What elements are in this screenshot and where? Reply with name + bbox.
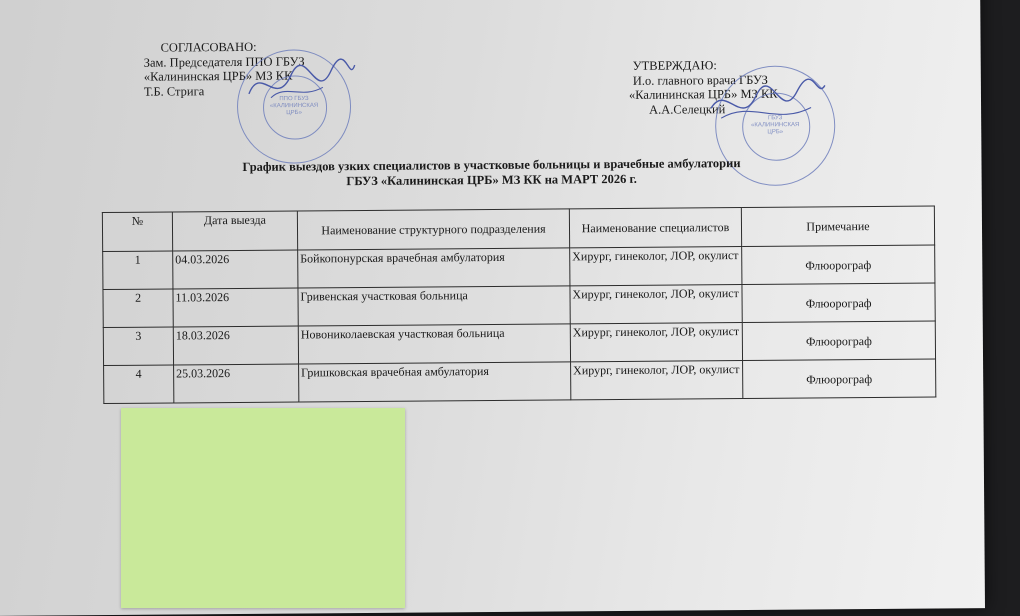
table-row	[103, 283, 935, 328]
sticky-note	[121, 408, 405, 608]
row-note: Флюорограф	[743, 359, 936, 399]
right-stamp: ГБУЗ «КАЛИНИНСКАЯ ЦРБ»	[715, 65, 836, 186]
approval-left-organization: «Калининская ЦРБ» МЗ КК	[143, 68, 293, 84]
row-unit: Гришковская врачебная амбулатория	[299, 362, 571, 402]
approval-right-position: И.о. главного врача ГБУЗ	[632, 72, 768, 88]
row-specialists: Хирург, гинеколог, ЛОР, окулист	[570, 285, 742, 324]
left-stamp: ППО ГБУЗ «КАЛИНИНСКАЯ ЦРБ»	[237, 49, 352, 164]
table-row	[103, 245, 935, 290]
row-date: 18.03.2026	[173, 326, 298, 365]
approval-left-position: Зам. Председателя ППО ГБУЗ	[143, 53, 305, 70]
document-title-line2: ГБУЗ «Калининская ЦРБ» МЗ КК на МАРТ 2026 г.	[346, 171, 637, 189]
row-number: 2	[103, 289, 173, 328]
row-date: 11.03.2026	[173, 288, 298, 327]
table-row	[104, 359, 936, 404]
row-number: 4	[104, 365, 174, 404]
row-specialists: Хирург, гинеколог, ЛОР, окулист	[570, 247, 742, 286]
row-date: 25.03.2026	[174, 364, 299, 403]
approval-right-heading: УТВЕРЖДАЮ:	[632, 58, 717, 73]
row-number: 1	[103, 251, 173, 290]
header-date: Дата выезда	[172, 211, 297, 251]
row-note: Флюорограф	[742, 245, 935, 285]
document-title-line1: График выездов узких специалистов в участковые больницы и врачебные амбулатории	[242, 156, 741, 174]
header-note: Примечание	[741, 206, 934, 247]
header-unit: Наименование структурного подразделения	[297, 209, 569, 250]
header-specialists: Наименование специалистов	[569, 208, 741, 248]
table-header-row	[102, 206, 934, 252]
table-row	[103, 321, 935, 366]
approval-left-heading: СОГЛАСОВАНО:	[160, 39, 257, 55]
header-number: №	[102, 212, 172, 252]
approval-left-name: Т.Б. Стрига	[143, 83, 205, 99]
left-signature	[241, 53, 362, 124]
schedule-table	[102, 206, 936, 405]
row-specialists: Хирург, гинеколог, ЛОР, окулист	[570, 323, 742, 362]
row-specialists: Хирург, гинеколог, ЛОР, окулист	[571, 361, 743, 400]
row-number: 3	[103, 327, 173, 366]
right-signature	[701, 77, 832, 148]
row-date: 04.03.2026	[173, 250, 298, 289]
row-unit: Новониколаевская участковая больница	[298, 324, 570, 364]
row-unit: Бойкопонурская врачебная амбулатория	[298, 248, 570, 288]
approval-right-organization: «Калининская ЦРБ» МЗ КК	[628, 86, 778, 102]
row-note: Флюорограф	[742, 321, 935, 361]
approval-right-name: А.А.Селецкий	[649, 101, 726, 117]
row-note: Флюорограф	[742, 283, 935, 323]
row-unit: Гривенская участковая больница	[298, 286, 570, 326]
